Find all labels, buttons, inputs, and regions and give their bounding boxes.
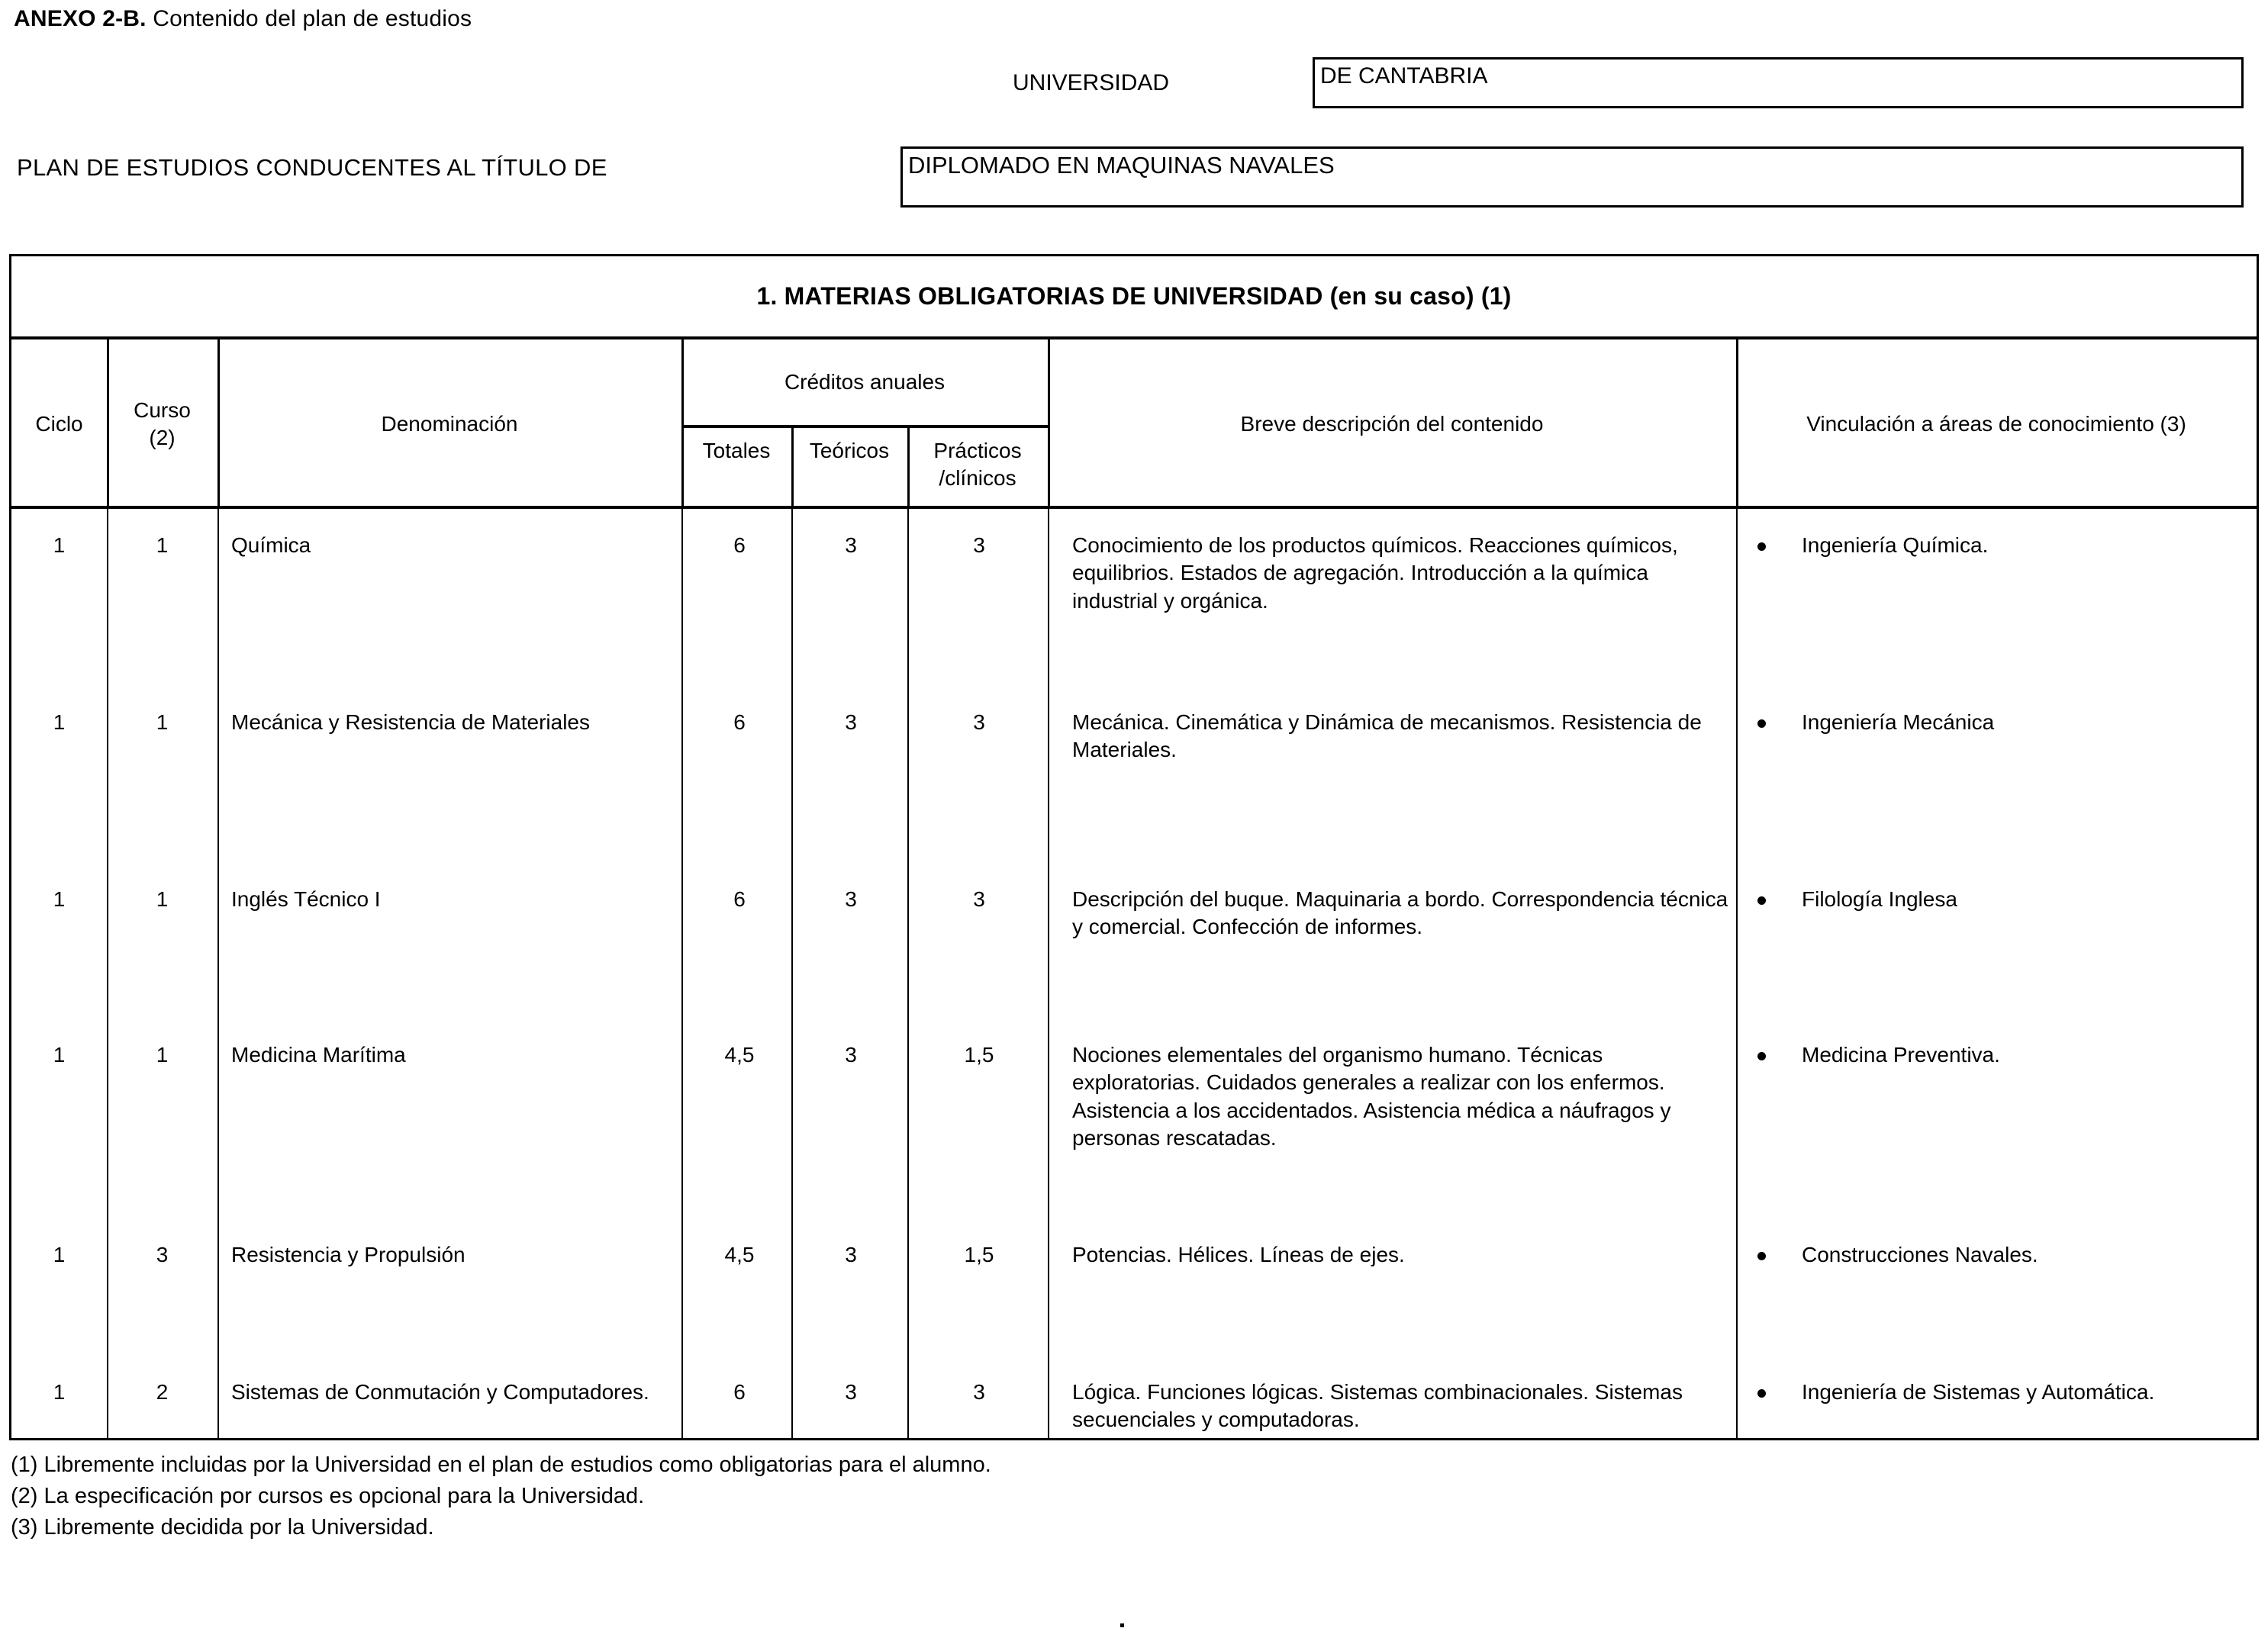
cell-descripcion: Nociones elementales del organismo humano. Técnicas exploratorias. Cuidados generales a realizar con los enfermos. Asistencia a los accidentados. Asistencia médica a náufragos y personas rescatadas. <box>1072 1043 1671 1150</box>
plan-field[interactable] <box>900 146 2244 208</box>
vinculacion-list-item: Ingeniería de Sistemas y Automática. <box>1753 1379 2254 1406</box>
footnote-2: (2) La especificación por cursos es opcional para la Universidad. <box>11 1484 645 1509</box>
body-divider-curso-denom <box>217 509 219 1438</box>
table-body <box>11 509 2257 1438</box>
cell-ciclo: 1 <box>53 710 66 734</box>
col-header-teoricos: Teóricos <box>809 439 890 462</box>
col-header-curso-line2: (2) <box>149 426 176 449</box>
cell-curso: 1 <box>156 710 169 734</box>
cell-descripcion: Potencias. Hélices. Líneas de ejes. <box>1072 1243 1405 1266</box>
body-divider-totales-teoricos <box>791 509 793 1438</box>
cell-practicos: 3 <box>973 887 985 911</box>
footnotes <box>11 1450 991 1544</box>
cell-vinculacion <box>1745 1379 2254 1406</box>
plan-value: DIPLOMADO EN MAQUINAS NAVALES <box>908 152 1335 179</box>
col-header-totales: Totales <box>702 439 771 462</box>
body-divider-desc-vinc <box>1736 509 1738 1438</box>
col-header-practicos-line1: Prácticos <box>933 439 1022 462</box>
col-header-descripcion: Breve descripción del contenido <box>1240 412 1544 436</box>
cell-ciclo: 1 <box>53 1043 66 1067</box>
cell-vinculacion <box>1745 886 2254 913</box>
footnote-3: (3) Libremente decidida por la Universidad. <box>11 1515 434 1540</box>
cell-curso: 1 <box>156 887 169 911</box>
cell-denominacion: Inglés Técnico I <box>231 887 381 911</box>
cell-practicos: 3 <box>973 1380 985 1404</box>
table-header-row <box>11 339 2257 509</box>
page-title <box>14 6 472 32</box>
col-header-practicos <box>907 425 1048 509</box>
cell-teoricos: 3 <box>845 710 857 734</box>
cell-denominacion: Mecánica y Resistencia de Materiales <box>231 710 590 734</box>
body-divider-denom-totales <box>681 509 683 1438</box>
cell-teoricos: 3 <box>845 533 857 557</box>
col-header-vinculacion: Vinculación a áreas de conocimiento (3) <box>1806 412 2186 436</box>
cell-totales: 6 <box>733 1380 746 1404</box>
footnote-1: (1) Libremente incluidas por la Universidad en el plan de estudios como obligatorias para el alumno. <box>11 1453 991 1477</box>
cell-vinculacion <box>1745 1241 2254 1269</box>
vinculacion-list-item: Filología Inglesa <box>1753 886 2254 913</box>
cell-teoricos: 3 <box>845 887 857 911</box>
cell-totales: 6 <box>733 710 746 734</box>
cell-vinculacion <box>1745 709 2254 736</box>
cell-practicos: 3 <box>973 710 985 734</box>
cell-ciclo: 1 <box>53 887 66 911</box>
col-header-curso <box>107 339 217 509</box>
cell-practicos: 1,5 <box>964 1043 994 1067</box>
cell-curso: 3 <box>156 1243 169 1266</box>
table-banner-text: 1. MATERIAS OBLIGATORIAS DE UNIVERSIDAD (en su caso) (1) <box>756 282 1512 310</box>
cell-ciclo: 1 <box>53 1380 66 1404</box>
cell-descripcion: Conocimiento de los productos químicos. Reacciones químicos, equilibrios. Estados de agregación. Introducción a la química industrial y orgánica. <box>1072 533 1678 613</box>
page-artifact-dot <box>1120 1623 1124 1627</box>
cell-descripcion: Lógica. Funciones lógicas. Sistemas combinacionales. Sistemas secuenciales y computadoras. <box>1072 1380 1683 1432</box>
cell-denominacion: Resistencia y Propulsión <box>231 1243 466 1266</box>
vinculacion-list-item: Construcciones Navales. <box>1753 1241 2254 1269</box>
cell-descripcion: Mecánica. Cinemática y Dinámica de mecanismos. Resistencia de Materiales. <box>1072 710 1702 762</box>
subjects-table <box>9 254 2259 1440</box>
plan-label: PLAN DE ESTUDIOS CONDUCENTES AL TÍTULO DE <box>17 154 607 181</box>
cell-ciclo: 1 <box>53 533 66 557</box>
cell-denominacion: Sistemas de Conmutación y Computadores. <box>231 1380 649 1404</box>
cell-curso: 1 <box>156 1043 169 1067</box>
cell-totales: 6 <box>733 533 746 557</box>
vinculacion-list-item: Ingeniería Química. <box>1753 532 2254 559</box>
annex-subtitle: Contenido del plan de estudios <box>146 6 472 31</box>
body-divider-teoricos-practicos <box>907 509 909 1438</box>
col-header-denominacion: Denominación <box>381 412 518 436</box>
cell-vinculacion <box>1745 532 2254 559</box>
vinculacion-list-item: Ingeniería Mecánica <box>1753 709 2254 736</box>
cell-totales: 6 <box>733 887 746 911</box>
university-label: UNIVERSIDAD <box>1013 70 1170 95</box>
col-header-practicos-line2: /clínicos <box>939 465 1016 490</box>
cell-vinculacion <box>1745 1041 2254 1069</box>
cell-teoricos: 3 <box>845 1243 857 1266</box>
university-field[interactable] <box>1313 57 2244 108</box>
cell-ciclo: 1 <box>53 1243 66 1266</box>
table-banner <box>11 256 2257 339</box>
vinculacion-list-item: Medicina Preventiva. <box>1753 1041 2254 1069</box>
university-value: DE CANTABRIA <box>1320 63 1488 88</box>
cell-curso: 2 <box>156 1380 169 1404</box>
col-header-creditos-group: Créditos anuales <box>784 370 946 394</box>
body-divider-ciclo-curso <box>107 509 108 1438</box>
cell-curso: 1 <box>156 533 169 557</box>
cell-descripcion: Descripción del buque. Maquinaria a bordo. Correspondencia técnica y comercial. Confección de informes. <box>1072 887 1728 939</box>
cell-totales: 4,5 <box>724 1243 755 1266</box>
col-header-ciclo: Ciclo <box>35 412 83 436</box>
cell-teoricos: 3 <box>845 1043 857 1067</box>
body-divider-practicos-desc <box>1048 509 1049 1438</box>
cell-teoricos: 3 <box>845 1380 857 1404</box>
cell-denominacion: Química <box>231 533 311 557</box>
cell-practicos: 1,5 <box>964 1243 994 1266</box>
cell-denominacion: Medicina Marítima <box>231 1043 406 1067</box>
cell-totales: 4,5 <box>724 1043 755 1067</box>
cell-practicos: 3 <box>973 533 985 557</box>
annex-label: ANEXO 2-B. <box>14 6 147 31</box>
col-header-curso-line1: Curso <box>134 398 191 423</box>
